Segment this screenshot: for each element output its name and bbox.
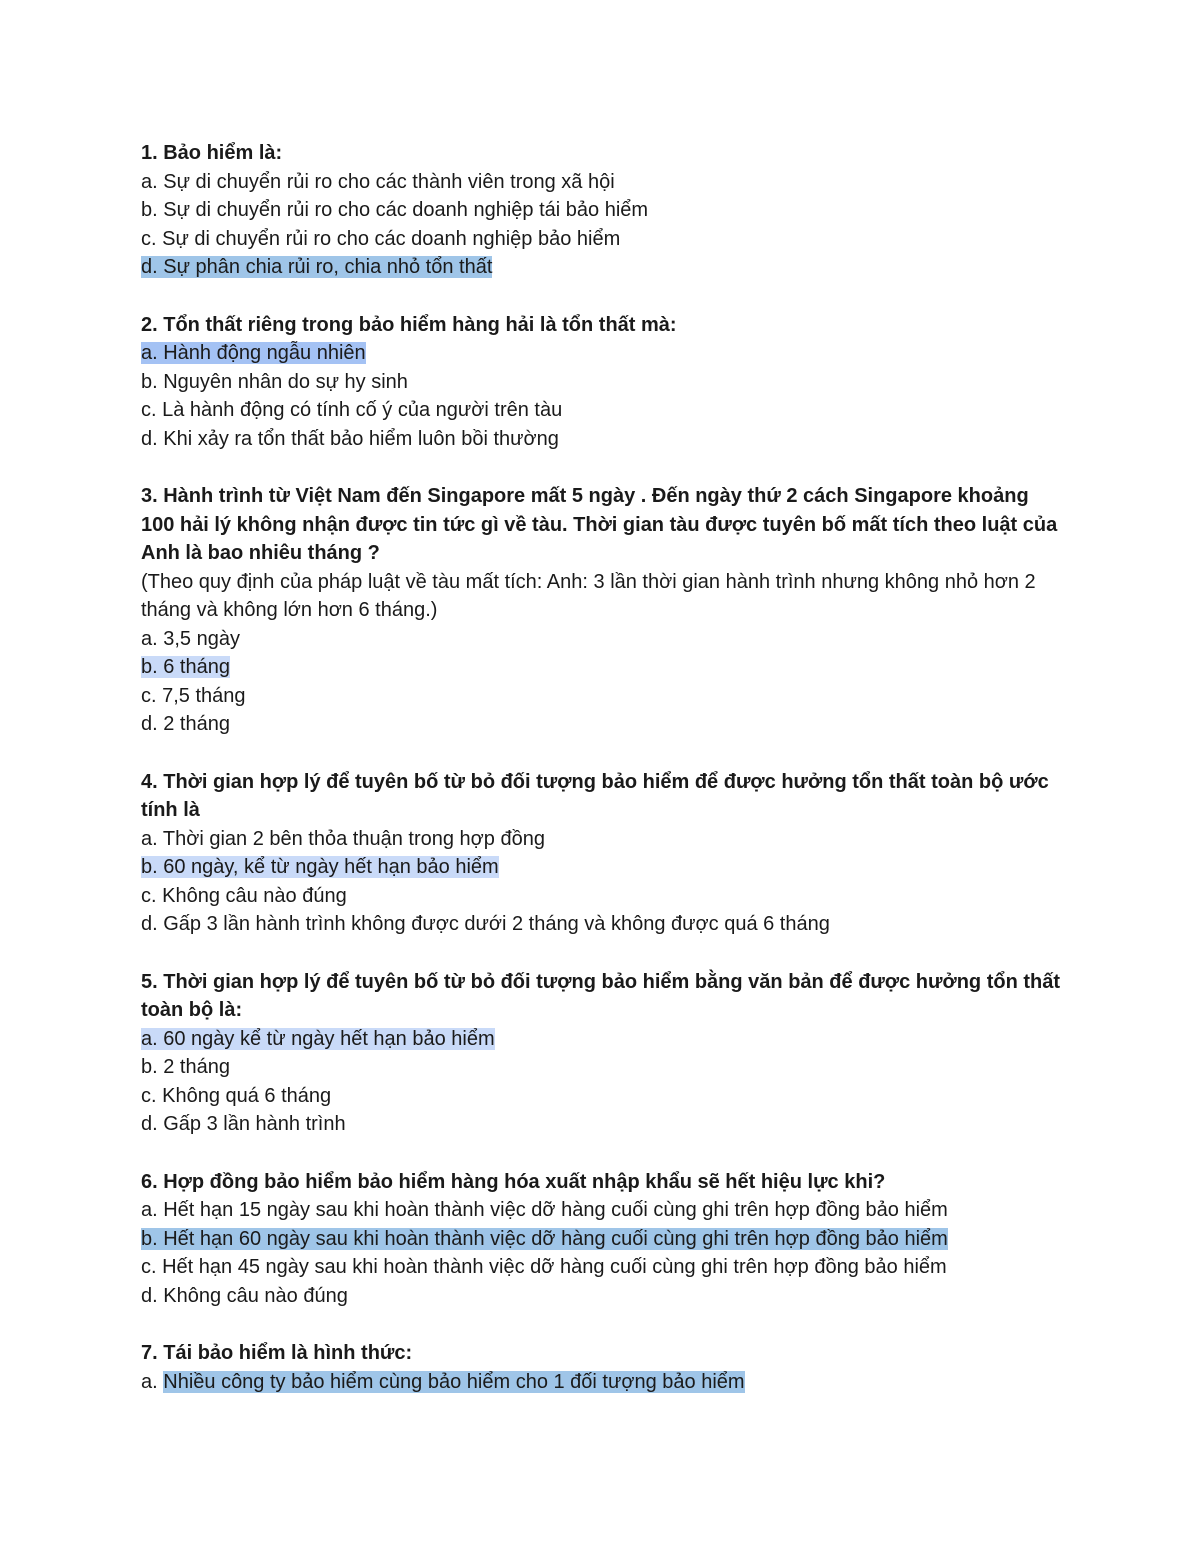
option-text: d. 2 tháng <box>141 713 230 735</box>
option-text: c. Hết hạn 45 ngày sau khi hoàn thành việc dỡ hàng cuối cùng ghi trên hợp đồng bảo hiểm <box>141 1256 947 1278</box>
option-d <box>141 710 1061 739</box>
question-7 <box>141 1339 1061 1396</box>
option-c <box>141 396 1061 425</box>
option-d <box>141 1110 1061 1139</box>
option-d <box>141 910 1061 939</box>
question-2 <box>141 311 1061 454</box>
option-b <box>141 196 1061 225</box>
option-text: c. Sự di chuyển rủi ro cho các doanh nghiệp bảo hiểm <box>141 227 621 250</box>
option-c <box>141 1082 1061 1111</box>
option-a <box>141 1196 1061 1225</box>
option-text-highlighted: b. Hết hạn 60 ngày sau khi hoàn thành việc dỡ hàng cuối cùng ghi trên hợp đồng bảo hiểm <box>141 1227 948 1250</box>
option-text: d. Khi xảy ra tổn thất bảo hiểm luôn bồi thường <box>141 427 559 450</box>
option-a <box>141 625 1061 654</box>
question-4 <box>141 768 1061 939</box>
question-title: 2. Tổn thất riêng trong bảo hiểm hàng hải là tổn thất mà: <box>141 313 677 336</box>
option-text-highlighted: b. 60 ngày, kể từ ngày hết hạn bảo hiểm <box>141 856 499 878</box>
option-c <box>141 1253 1061 1282</box>
option-b <box>141 368 1061 397</box>
question-3 <box>141 482 1061 739</box>
option-text-highlighted: b. 6 tháng <box>141 656 230 678</box>
option-text: b. Nguyên nhân do sự hy sinh <box>141 370 408 393</box>
option-b <box>141 853 1061 882</box>
option-text: c. Là hành động có tính cố ý của người trên tàu <box>141 399 563 421</box>
option-text: a. Thời gian 2 bên thỏa thuận trong hợp đồng <box>141 827 545 850</box>
option-a <box>141 1368 1061 1397</box>
option-d <box>141 425 1061 454</box>
option-text: a. Sự di chuyển rủi ro cho các thành viên trong xã hội <box>141 170 615 193</box>
document-page <box>141 139 1061 1425</box>
option-c <box>141 682 1061 711</box>
option-b <box>141 1225 1061 1254</box>
option-a <box>141 339 1061 368</box>
question-title: 1. Bảo hiểm là: <box>141 142 283 164</box>
question-note: (Theo quy định của pháp luật về tàu mất tích: Anh: 3 lần thời gian hành trình nhưng không nhỏ hơn 2 tháng và không lớn hơn 6 tháng.) <box>141 570 1036 621</box>
question-title: 3. Hành trình từ Việt Nam đến Singapore mất 5 ngày . Đến ngày thứ 2 cách Singapore khoảng 100 hải lý không nhận được tin tức gì về tàu. Thời gian tàu được tuyên bố mất tích theo luật của Anh là bao nhiêu tháng ? <box>141 485 1058 564</box>
option-text-highlighted: a. Hành động ngẫu nhiên <box>141 342 366 364</box>
option-c <box>141 882 1061 911</box>
option-a <box>141 168 1061 197</box>
option-text: c. 7,5 tháng <box>141 684 246 707</box>
option-a <box>141 1025 1061 1054</box>
option-text: b. Sự di chuyển rủi ro cho các doanh nghiệp tái bảo hiểm <box>141 199 649 221</box>
option-d <box>141 253 1061 282</box>
option-text: b. 2 tháng <box>141 1056 230 1078</box>
option-text: a. Hết hạn 15 ngày sau khi hoàn thành việc dỡ hàng cuối cùng ghi trên hợp đồng bảo hiểm <box>141 1199 948 1221</box>
option-text-highlighted: a. 60 ngày kể từ ngày hết hạn bảo hiểm <box>141 1027 495 1050</box>
option-text: c. Không câu nào đúng <box>141 884 347 907</box>
option-text: d. Gấp 3 lần hành trình không được dưới 2 tháng và không được quá 6 tháng <box>141 913 830 935</box>
question-title: 7. Tái bảo hiểm là hình thức: <box>141 1342 413 1364</box>
question-title: 4. Thời gian hợp lý để tuyên bố từ bỏ đối tượng bảo hiểm để được hưởng tổn thất toàn bộ ước tính là <box>141 770 1049 821</box>
option-b <box>141 653 1061 682</box>
question-title: 6. Hợp đồng bảo hiểm bảo hiểm hàng hóa xuất nhập khẩu sẽ hết hiệu lực khi? <box>141 1170 886 1193</box>
option-b <box>141 1053 1061 1082</box>
question-5 <box>141 968 1061 1139</box>
option-text: d. Gấp 3 lần hành trình <box>141 1113 346 1135</box>
option-a <box>141 825 1061 854</box>
question-6 <box>141 1168 1061 1311</box>
option-d <box>141 1282 1061 1311</box>
option-text: a. 3,5 ngày <box>141 627 240 650</box>
option-c <box>141 225 1061 254</box>
question-title: 5. Thời gian hợp lý để tuyên bố từ bỏ đối tượng bảo hiểm bằng văn bản để được hưởng tổn thất toàn bộ là: <box>141 970 1061 1021</box>
option-text: d. Không câu nào đúng <box>141 1284 348 1307</box>
option-text: c. Không quá 6 tháng <box>141 1084 332 1107</box>
option-text-partial-highlight: a. Nhiều công ty bảo hiểm cùng bảo hiểm cho 1 đối tượng bảo hiểm <box>141 1370 745 1393</box>
question-1 <box>141 139 1061 282</box>
option-text-highlighted: d. Sự phân chia rủi ro, chia nhỏ tổn thất <box>141 256 493 278</box>
